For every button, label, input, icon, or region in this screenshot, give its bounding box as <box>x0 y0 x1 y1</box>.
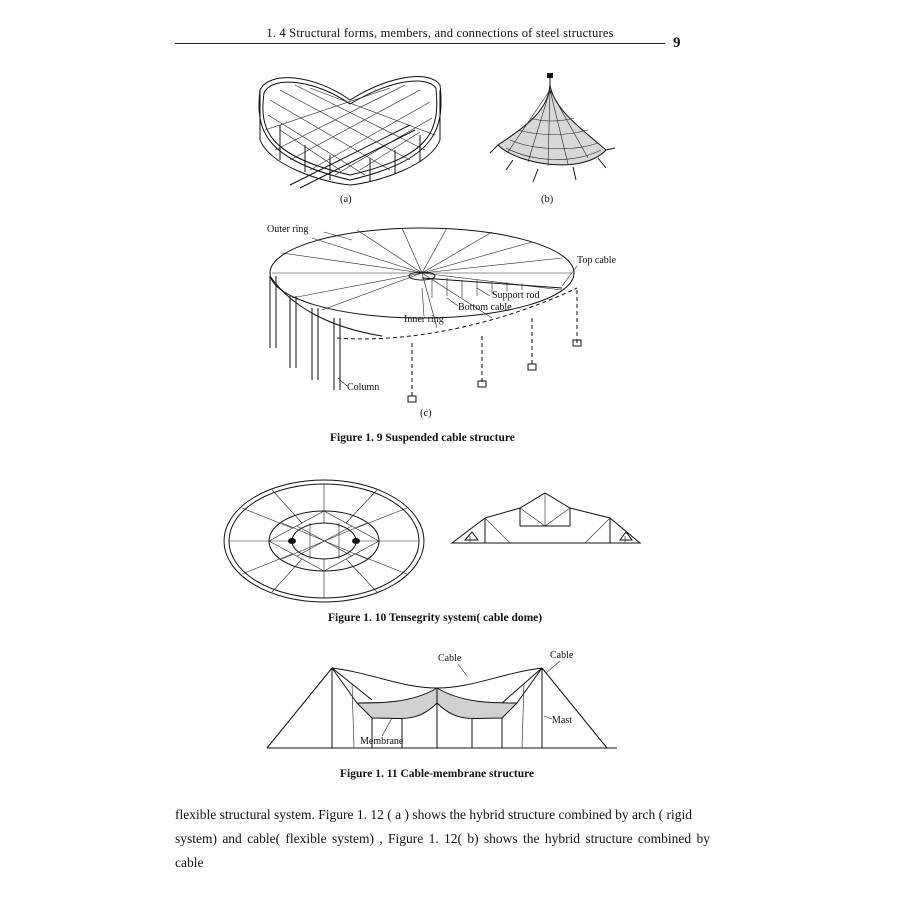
figure-1-10-plan-drawing <box>222 478 427 608</box>
figure-1-9c-label: (c) <box>420 408 432 419</box>
cable-left-label: Cable <box>438 653 462 664</box>
top-cable-label: Top cable <box>577 255 617 266</box>
page-number: 9 <box>673 35 681 51</box>
figure-1-9-caption: Figure 1. 9 Suspended cable structure <box>330 432 515 444</box>
outer-ring-label: Outer ring <box>267 224 309 235</box>
figure-1-10-caption: Figure 1. 10 Tensegrity system( cable dome) <box>328 612 543 624</box>
figure-1-11-drawing <box>262 648 622 758</box>
figure-1-10-elevation-drawing <box>450 488 660 558</box>
header-rule <box>175 43 665 44</box>
figure-1-9b-label: (b) <box>541 194 554 205</box>
running-header: 1. 4 Structural forms, members, and connections of steel structures <box>266 26 614 40</box>
figure-1-9c-drawing <box>262 218 622 408</box>
figure-1-11-caption: Figure 1. 11 Cable-membrane structure <box>340 768 535 780</box>
bottom-cable-label: Bottom cable <box>458 302 512 313</box>
body-line-1: flexible structural system. Figure 1. 12 ( a ) shows the hybrid structure combined by arch ( rigid <box>175 807 693 822</box>
inner-ring-label: Inner ring <box>404 314 444 325</box>
mast-label: Mast <box>552 715 572 726</box>
column-label: Column <box>347 382 380 393</box>
cable-right-label: Cable <box>550 650 574 661</box>
support-rod-label: Support rod <box>492 290 540 301</box>
body-paragraph <box>175 803 710 875</box>
membrane-label: Membrane <box>360 736 404 747</box>
figure-1-9b-drawing <box>488 70 618 190</box>
figure-1-9a-label: (a) <box>340 194 352 205</box>
body-line-2: system) and cable( flexible system) , Figure 1. 12( b) shows the hybrid structure combined by cable <box>175 831 710 870</box>
figure-1-9a-drawing <box>240 70 460 190</box>
